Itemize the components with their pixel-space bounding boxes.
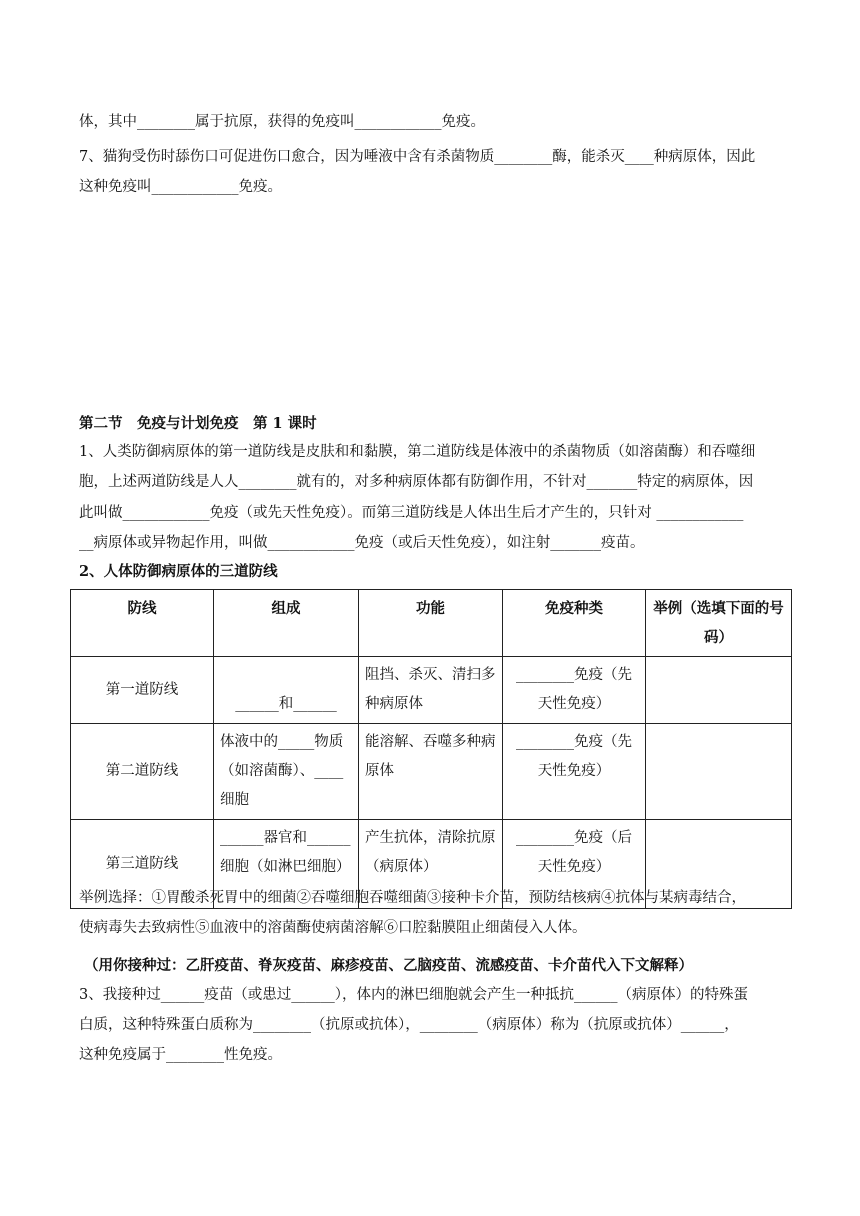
question-1-line-2: 胞，上述两道防线是人人________就有的，对多种病原体都有防御作用，不针对_______特定的病原体，因	[79, 474, 754, 490]
cell-composition: ______器官和______细胞（如淋巴细胞）	[214, 820, 359, 909]
cell-immunity-type: ________免疫（后天性免疫）	[503, 820, 646, 909]
cell-immunity-type: ________免疫（先天性免疫）	[503, 657, 646, 724]
example-choice-line-1: 举例选择：①胃酸杀死胃中的细菌②吞噬细胞吞噬细菌③接种卡介苗，预防结核病④抗体与某病毒结合，	[79, 890, 746, 906]
cell-function: 阻挡、杀灭、清扫多种病原体	[359, 657, 503, 724]
table-header-row	[71, 590, 792, 657]
question-7-line-1: 7、猫狗受伤时舔伤口可促进伤口愈合，因为唾液中含有杀菌物质________酶，能杀灭____种病原体，因此	[79, 149, 756, 165]
header-function: 功能	[359, 590, 503, 657]
table-row	[71, 657, 792, 724]
cell-example	[646, 724, 792, 820]
cell-composition: ______和______	[214, 657, 359, 724]
table-row	[71, 724, 792, 820]
top-line-1: 体，其中________属于抗原，获得的免疫叫____________免疫。	[79, 114, 485, 130]
cell-line: 第三道防线	[71, 820, 214, 909]
question-3-line-1: 3、我接种过______疫苗（或患过______），体内的淋巴细胞就会产生一种抵抗______（病原体）的特殊蛋	[79, 987, 748, 1003]
cell-line: 第一道防线	[71, 657, 214, 724]
cell-composition: 体液中的_____物质（如溶菌酶）、____ 细胞	[214, 724, 359, 820]
section-title: 第二节 免疫与计划免疫 第 1 课时	[79, 415, 317, 432]
cell-immunity-type: ________免疫（先天性免疫）	[503, 724, 646, 820]
header-example: 举例（选填下面的号码）	[646, 590, 792, 657]
example-choice-line-2: 使病毒失去致病性⑤血液中的溶菌酶使病菌溶解⑥口腔黏膜阻止细菌侵入人体。	[79, 920, 587, 936]
cell-function: 产生抗体，清除抗原（病原体）	[359, 820, 503, 909]
vaccine-note: （用你接种过：乙肝疫苗、脊灰疫苗、麻疹疫苗、乙脑疫苗、流感疫苗、卡介苗代入下文解释）	[84, 957, 693, 974]
question-1-line-4: __病原体或异物起作用，叫做____________免疫（或后天性免疫），如注射_______疫苗。	[79, 535, 645, 551]
cell-function: 能溶解、吞噬多种病原体	[359, 724, 503, 820]
question-2-title: 2、人体防御病原体的三道防线	[79, 563, 278, 580]
cell-example	[646, 657, 792, 724]
question-7-line-2: 这种免疫叫____________免疫。	[79, 179, 282, 195]
question-3-line-3: 这种免疫属于________性免疫。	[79, 1047, 282, 1063]
defense-lines-table	[70, 589, 792, 909]
header-composition: 组成	[214, 590, 359, 657]
question-1-line-1: 1、人类防御病原体的第一道防线是皮肤和和黏膜，第二道防线是体液中的杀菌物质（如溶菌酶）和吞噬细	[79, 444, 756, 460]
question-1-line-3: 此叫做____________免疫（或先天性免疫）。而第三道防线是人体出生后才产生的，只针对 ____________	[79, 505, 744, 521]
header-immunity-type: 免疫种类	[503, 590, 646, 657]
cell-line: 第二道防线	[71, 724, 214, 820]
question-3-line-2: 白质，这种特殊蛋白质称为________（抗原或抗体），________（病原体）称为（抗原或抗体）______，	[79, 1017, 739, 1033]
header-line: 防线	[71, 590, 214, 657]
